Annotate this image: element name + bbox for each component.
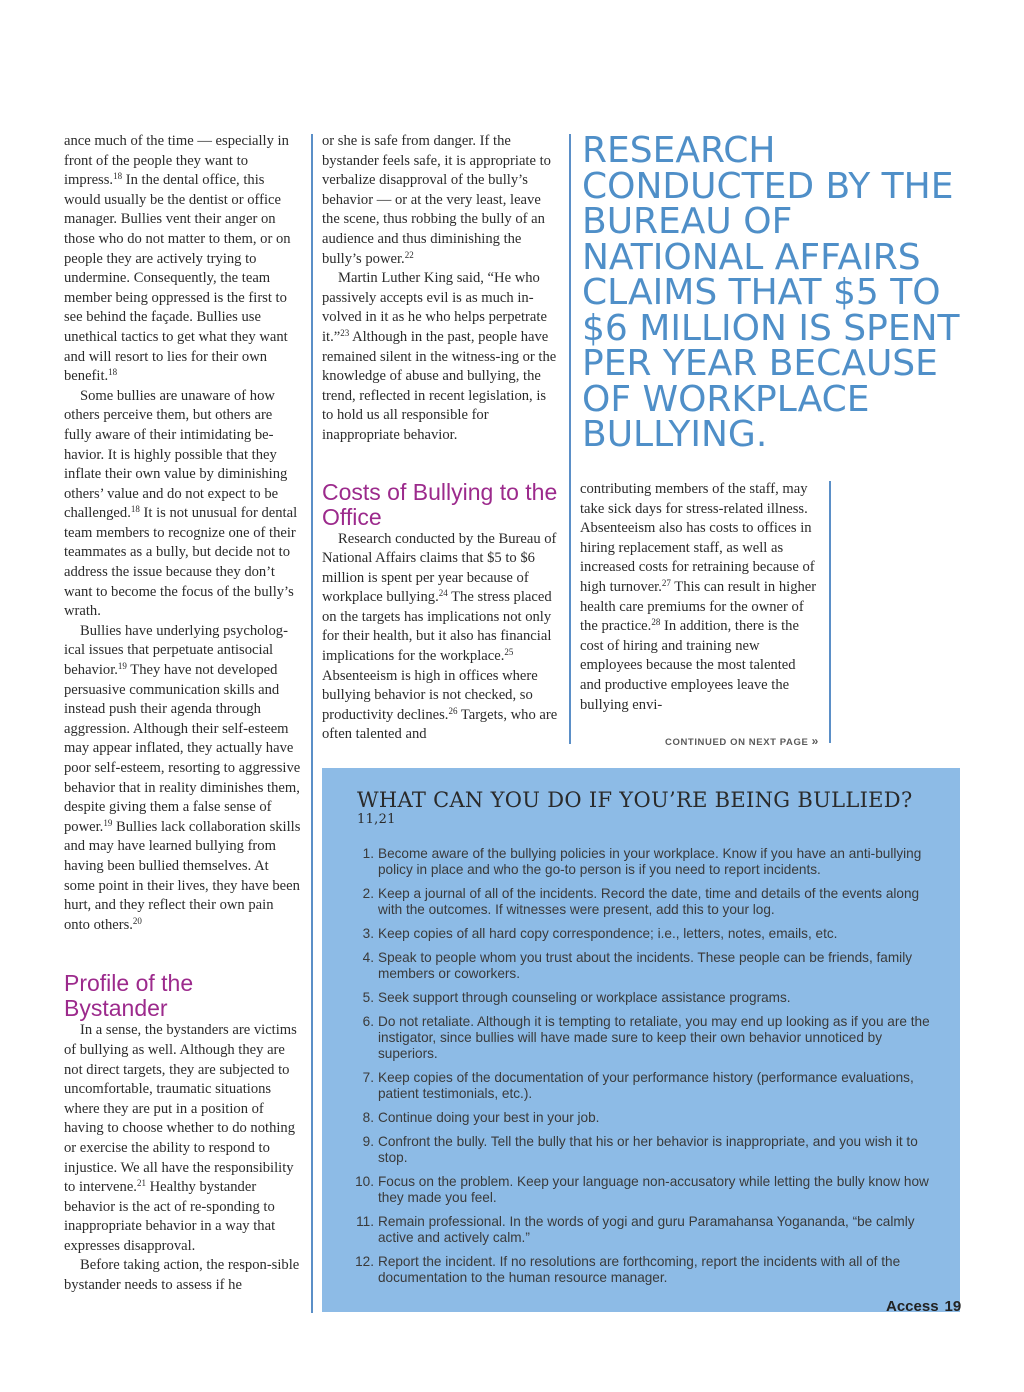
column-rule-3 (829, 481, 831, 743)
reference: 11,21 (357, 812, 396, 827)
list-item: 3. Keep copies of all hard copy correspondence; i.e., letters, notes, emails, etc. (362, 926, 838, 941)
reference: 26 (448, 705, 458, 716)
section-heading-bystander: Profile of the Bystander (64, 970, 194, 1022)
reference: 18 (108, 367, 118, 378)
list-item: 8. Continue doing your best in your job. (362, 1110, 600, 1125)
pull-quote: RESEARCH CONDUCTED BY THE BUREAU OF NATIONAL AFFAIRS CLAIMS THAT $5 TO $6 MILLION IS SPENT PER YEAR BECAUSE OF WORKPLACE BULLYING. (582, 130, 960, 455)
paragraph: ance much of the time — especially in front of the people they want to impress.$^{18}$ In the dental office, this would usually be the dentist or office manager. Bullies vent their anger on those who do not matter to them, or on people they are actively trying to undermine. Consequently, the team member being oppressed is the first to see behind the façade. Bullies use unethical tactics to get what they want and will resort to lies for their own benefit.$^{18}$ (64, 133, 291, 385)
article-column-3 (580, 480, 818, 715)
list-item: 5. Seek support through counseling or workplace assistance programs. (362, 990, 791, 1005)
article-column-1 (64, 132, 302, 1296)
column-rule-1 (311, 134, 313, 1313)
paragraph: In a sense, the bystanders are victims of bullying as well. Although they are not direct targets, they are subjected to uncomfortable, traumatic situations where they are put in a position of having to choose whether to do nothing or exercise the ability to respond to injustice. We all have the responsibility to intervene.$^{21}$ Healthy bystander behavior is the act of re-sponding to inappropriate behavior in a way that expresses disapproval. (64, 1022, 297, 1254)
article-column-2 (322, 132, 560, 745)
reference: 24 (438, 588, 448, 599)
list-item: 6. Do not retaliate. Although it is tempting to retaliate, you may end up looking as if you are the instigator, since bullies will have made sure to keep their own behavior unnoticed by superiors. (362, 1014, 930, 1061)
tips-list (352, 846, 938, 1294)
page-footer (886, 1298, 961, 1315)
reference: 22 (404, 249, 414, 260)
reference: 21 (136, 1178, 146, 1189)
paragraph: Before taking action, the respon-sible bystander needs to assess if he (64, 1257, 300, 1294)
list-item: 9. Confront the bully. Tell the bully that his or her behavior is inappropriate, and you wish it to stop. (362, 1134, 918, 1165)
publication-name: Access (886, 1298, 939, 1315)
paragraph: Martin Luther King said, “He who passively accepts evil is as much in-volved in it as he who helps perpetrate it.”$^{23}$ Although in the past, people have remained silent in the witness-ing or the knowledge of abuse and bullying, the trend, reflected in recent legislation, is to hold us all responsible for inappropriate behavior. (322, 270, 557, 443)
column-rule-2 (569, 134, 571, 744)
reference: 19 (117, 661, 127, 672)
reference: 23 (340, 327, 350, 338)
list-item: 4. Speak to people whom you trust about the incidents. These people can be friends, family members or coworkers. (362, 950, 913, 981)
reference: 25 (504, 647, 514, 658)
page-number: 19 (944, 1298, 962, 1315)
list-item: 12. Report the incident. If no resolutions are forthcoming, report the incidents with all of the documentation to the human resource manager. (355, 1254, 901, 1285)
reference: 28 (651, 617, 661, 628)
section-heading-costs: Costs of Bullying to the Office (322, 478, 558, 530)
paragraph: Some bullies are unaware of how others perceive them, but others are fully aware of their intimidating be-havior. It is highly possible that they inflate their own value by diminishing others’ value and do not expect to be challenged.$^{18}$ It is not unusual for dental team members to recognize one of their teammates as a bully, but decide not to address the issue because they don’t want to become the focus of the bully’s wrath. (64, 387, 298, 620)
list-item: 2. Keep a journal of all of the incidents. Record the date, time and details of the events along with the outcomes. If witnesses were present, add this to your log. (362, 886, 920, 917)
paragraph: Bullies have underlying psycholog-ical issues that perpetuate antisocial behavior.$^{19}$ They have not developed persuasive communication skills and instead push their agenda through aggression. Although their self-esteem may appear inflated, they actually have poor self-esteem, resorting to aggressive behavior that in reality diminishes them, despite giving them a false sense of power.$^{19}$ Bullies lack collaboration skills and may have learned bullying from having been bullied themselves. At some point in their lives, they have been hurt, and they reflect their own pain onto others.$^{20}$ (64, 622, 301, 933)
paragraph: Research conducted by the Bureau of National Affairs claims that $5 to $6 million is spent per year because of workplace bullying.$^{24}$ The stress placed on the targets has implications not only for their health, but it also has financial implications for the workplace.$^{25}$ Absenteeism is high in offices where bullying behavior is not checked, so productivity declines.$^{26}$ Targets, who are often talented and (322, 530, 558, 743)
reference: 18 (130, 504, 140, 515)
reference: 27 (661, 577, 671, 588)
list-item: 10. Focus on the problem. Keep your language non-accusatory while letting the bully know how they made you feel. (355, 1174, 929, 1205)
sidebar-box (322, 768, 960, 1312)
paragraph: contributing members of the staff, may take sick days for stress-related illness. Absenteeism also has costs to offices in hiring replacement staff, as well as increased costs for retraining because of high turnover.$^{27}$ This can result in higher health care premiums for the owner of the practice.$^{28}$ In addition, there is the cost of hiring and training new employees because the most talented and productive employees leave the bullying envi- (580, 481, 817, 713)
reference: 18 (113, 171, 123, 182)
list-item: 1. Become aware of the bullying policies in your workplace. Know if you have an anti-bullying policy in place and who the go-to person is if you need to report incidents. (362, 846, 922, 877)
double-chevron-right-icon: » (811, 734, 819, 748)
sidebar-title: WHAT CAN YOU DO IF YOU’RE BEING BULLIED?$^{11,21}$ (357, 788, 913, 827)
list-item: 7. Keep copies of the documentation of your performance history (performance evaluations, patient testimonials, etc.). (362, 1070, 914, 1101)
paragraph: or she is safe from danger. If the bystander feels safe, it is appropriate to verbalize disapproval of the bully’s behavior — or at the very least, leave the scene, thus robbing the bully of an audience and thus diminishing the bully’s power.$^{22}$ (322, 133, 551, 267)
reference: 20 (132, 915, 142, 926)
list-item: 11. Remain professional. In the words of yogi and guru Paramahansa Yogananda, “be calmly active and actively calm.” (356, 1214, 915, 1245)
continued-on-next-page: CONTINUED ON NEXT PAGE » (665, 734, 819, 748)
reference: 19 (103, 817, 113, 828)
